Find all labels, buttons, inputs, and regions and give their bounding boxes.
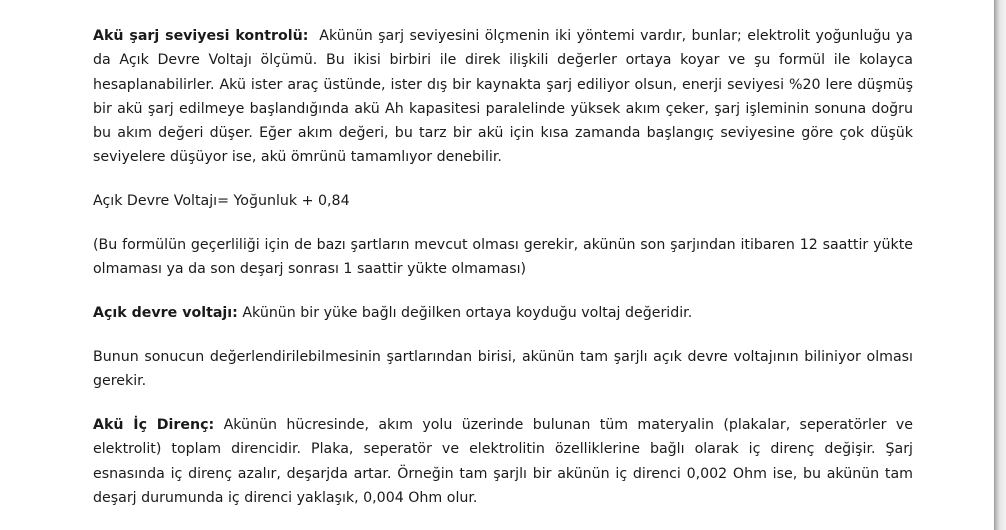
paragraph-internal-resistance	[93, 413, 918, 510]
paragraph-evaluation	[93, 345, 913, 394]
paragraph-formula	[93, 189, 913, 213]
paragraph-charge-level	[93, 24, 918, 170]
text-open-circuit-voltage: Akünün bir yüke bağlı değilken ortaya koyduğu voltaj değeridir.	[237, 305, 693, 322]
heading-open-circuit-voltage: Açık devre voltajı:	[93, 305, 238, 322]
text-formula-conditions: (Bu formülün geçerliliği için de bazı şartların mevcut olması gerekir, akünün son şarjından itibaren 12 saattir yükte olmaması ya da son deşarj sonrası 1 saattir yükte olmaması)	[93, 237, 913, 278]
paragraph-open-circuit-voltage	[93, 301, 913, 325]
page-edge-shadow	[994, 0, 1006, 530]
paragraph-formula-conditions	[93, 233, 913, 282]
text-internal-resistance: Akünün hücresinde, akım yolu üzerinde bulunan tüm materyalin (plakalar, seperatörler ve elektrolit) toplam direncidir. Plaka, seperatör ve elektrolitin özelliklerine bağlı olarak iç direnç değişir. Şarj esnasında iç direnç azalır, deşarjda artar. Örneğin tam şarjlı bir akünün iç direnci 0,002 Ohm ise, bu akünün tam deşarj durumunda iç direnci yaklaşık, 0,004 Ohm olur.	[93, 417, 918, 506]
text-charge-level: Akünün şarj seviyesini ölçmenin iki yöntemi vardır, bunlar; elektrolit yoğunluğu ya da Açık Devre Voltajı ölçümü. Bu ikisi birbiri ile direk ilişkili değerler ortaya koyar ve şu formül ile kolayca hesaplanabilirler. Akü ister araç üstünde, ister dış bir kaynakta şarj ediliyor olsun, enerji seviyesi %20 lere düşmüş bir akü şarj edilmeye başlandığında akü Ah kapasitesi paralelinde yüksek akım çeker, şarj işleminin sonuna doğru bu akım değeri düşer. Eğer akım değeri, bu tarz bir akü için kısa zamanda başlangıç seviyesine göre çok düşük seviyelere düşüyor ise, akü ömrünü tamamlıyor denebilir.	[93, 28, 918, 166]
text-evaluation: Bunun sonucun değerlendirilebilmesinin şartlarından birisi, akünün tam şarjlı açık devre voltajının biliniyor olması gerekir.	[93, 348, 913, 390]
text-formula: Açık Devre Voltajı= Yoğunluk + 0,84	[93, 193, 350, 210]
heading-internal-resistance: Akü İç Direnç:	[93, 417, 215, 434]
document-body	[93, 24, 918, 530]
heading-charge-level: Akü şarj seviyesi kontrolü:	[93, 28, 309, 44]
